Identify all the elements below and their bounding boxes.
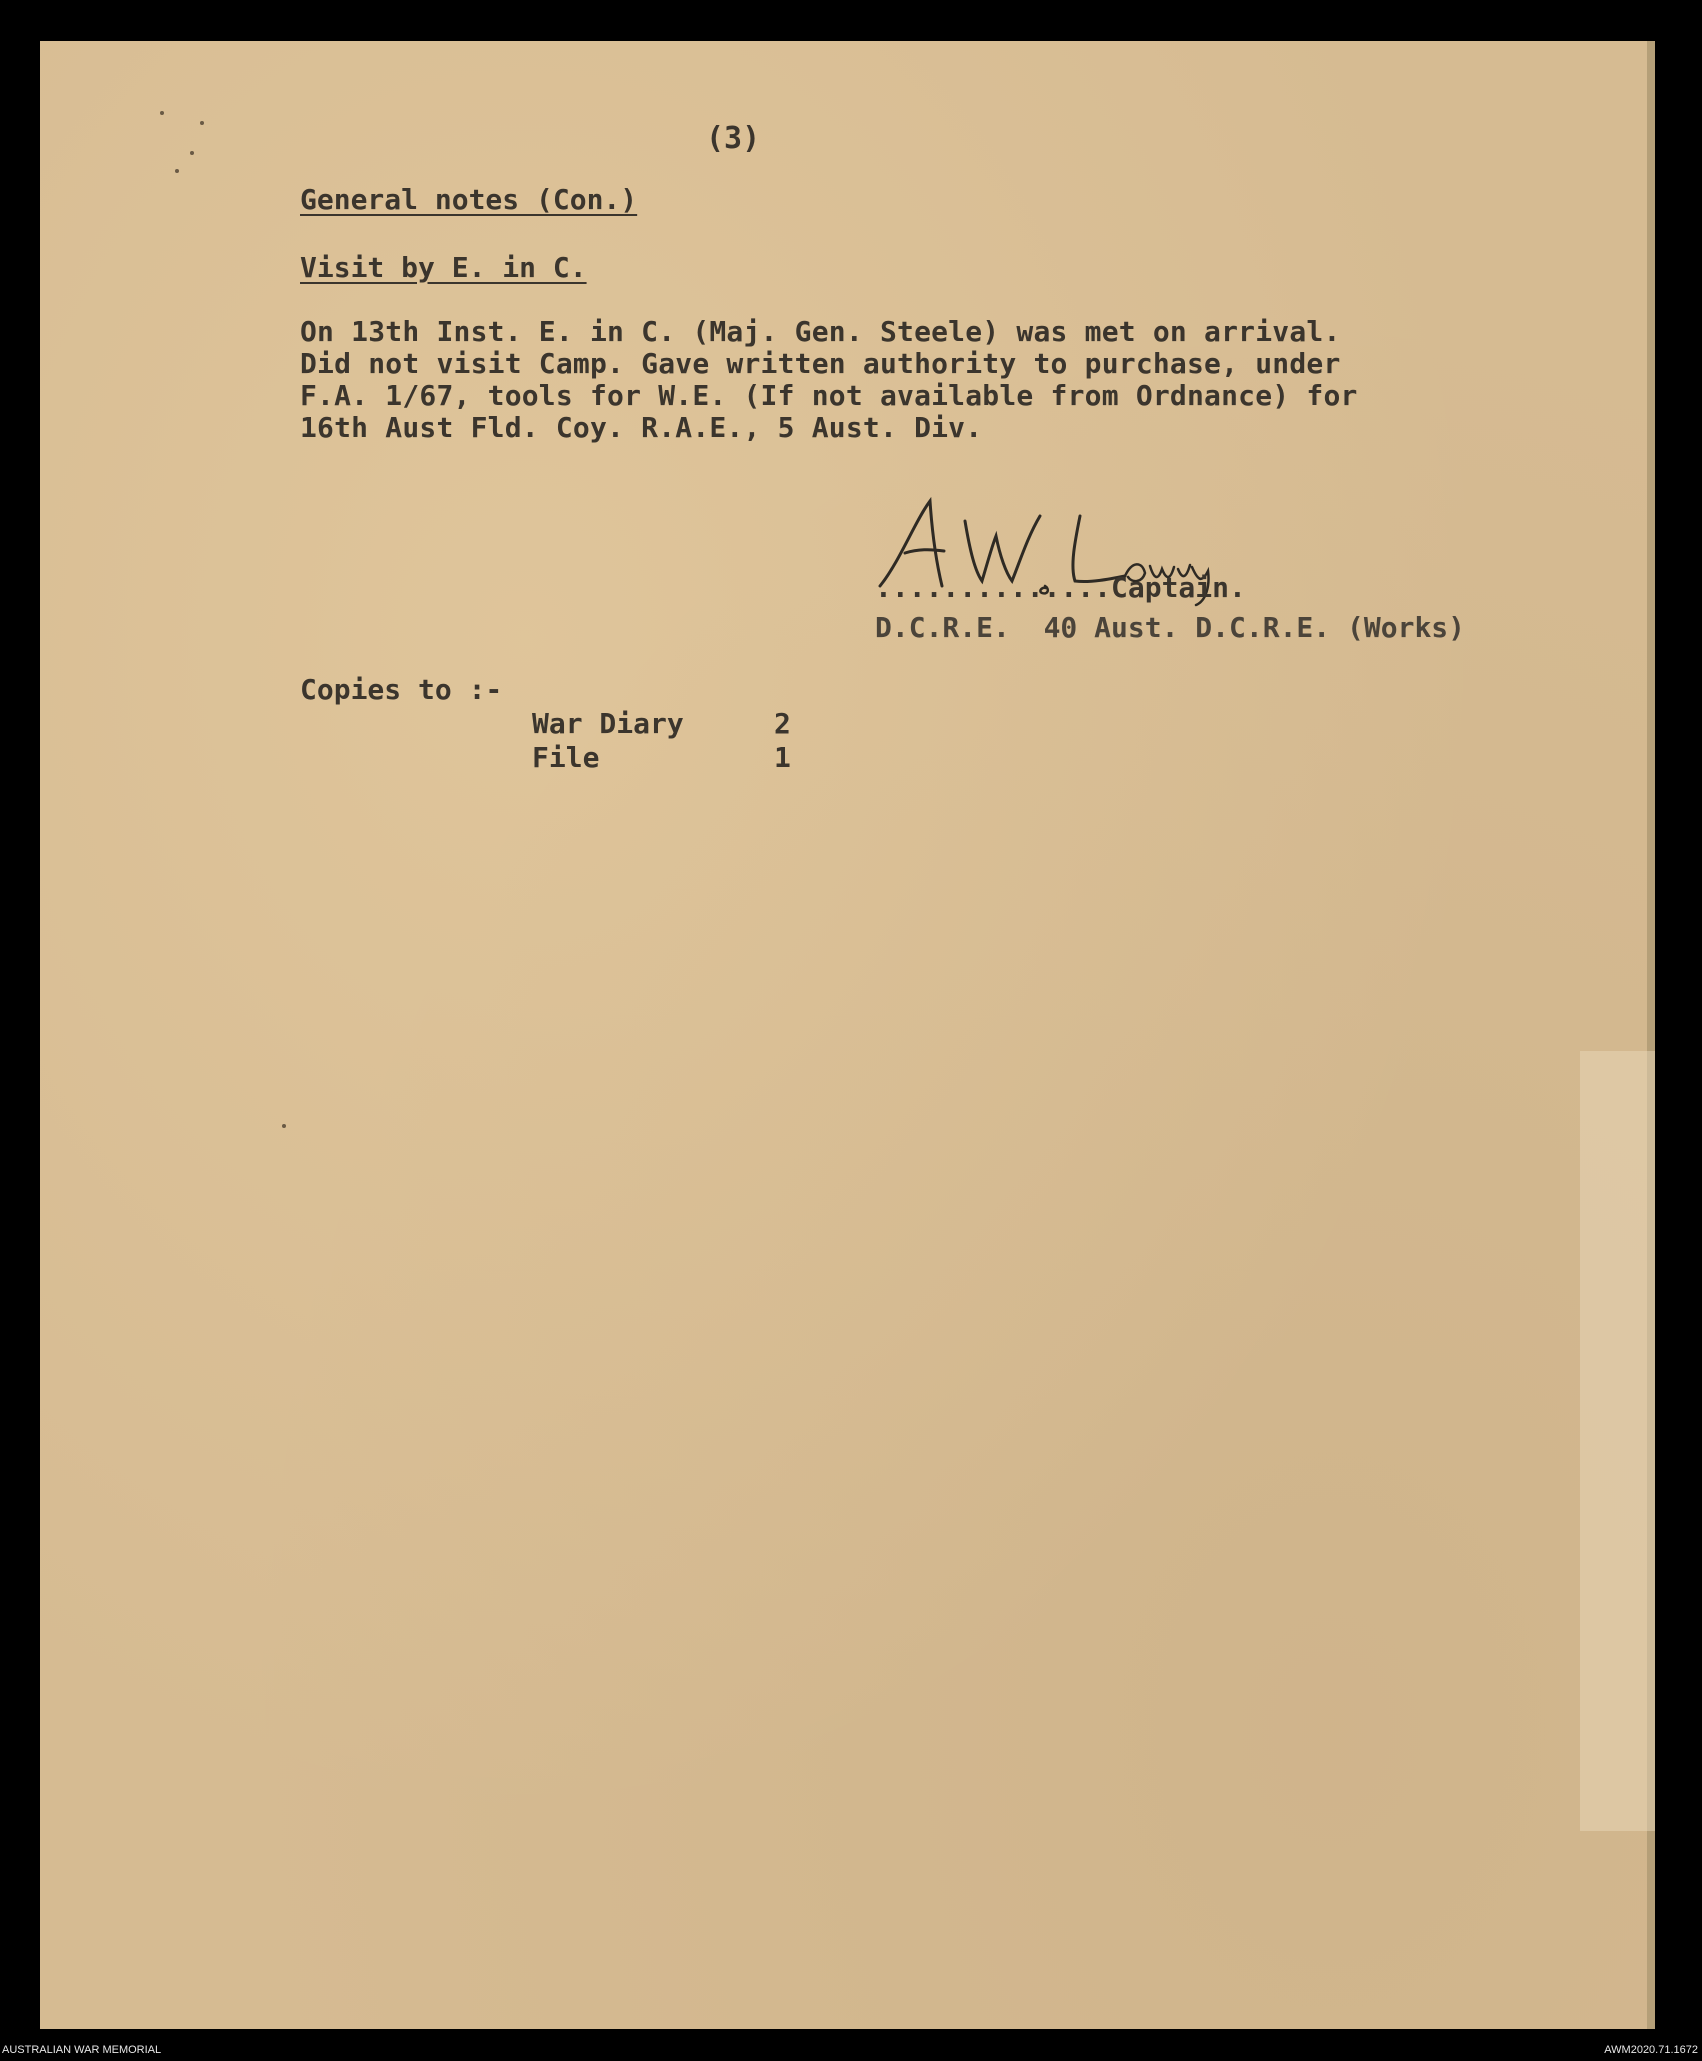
copies-row [532, 741, 791, 774]
footer-accession-number: AWM2020.71.1672 [1604, 2044, 1698, 2056]
paper-speck [282, 1124, 286, 1128]
copies-count: 1 [774, 741, 791, 774]
page-number: (3) [706, 121, 761, 156]
paper-sheet [40, 41, 1655, 2029]
footer-institution: AUSTRALIAN WAR MEMORIAL [2, 2044, 162, 2056]
body-line: On 13th Inst. E. in C. (Maj. Gen. Steele) was met on arrival. [300, 315, 1341, 348]
body-line: Did not visit Camp. Gave written authority to purchase, under [300, 347, 1341, 380]
body-line: 16th Aust Fld. Coy. R.A.E., 5 Aust. Div. [300, 411, 983, 444]
copies-name: File [532, 741, 600, 774]
copies-label: Copies to :- [300, 673, 503, 706]
paper-speck [200, 121, 204, 125]
body-line: F.A. 1/67, tools for W.E. (If not available from Ordnance) for [300, 379, 1358, 412]
paper-speck [190, 151, 194, 155]
signature-title: D.C.R.E. 40 Aust. D.C.R.E. (Works) [875, 611, 1466, 644]
paper-speck [160, 111, 164, 115]
paper-speck [175, 169, 179, 173]
copies-row [532, 707, 791, 740]
signature-dotted-line: ..............Captain. [875, 571, 1246, 604]
faded-patch [1580, 1051, 1655, 1831]
section-heading-visit: Visit by E. in C. [300, 251, 587, 284]
copies-name: War Diary [532, 707, 684, 740]
section-heading-general-notes: General notes (Con.) [300, 183, 638, 216]
copies-count: 2 [774, 707, 791, 740]
